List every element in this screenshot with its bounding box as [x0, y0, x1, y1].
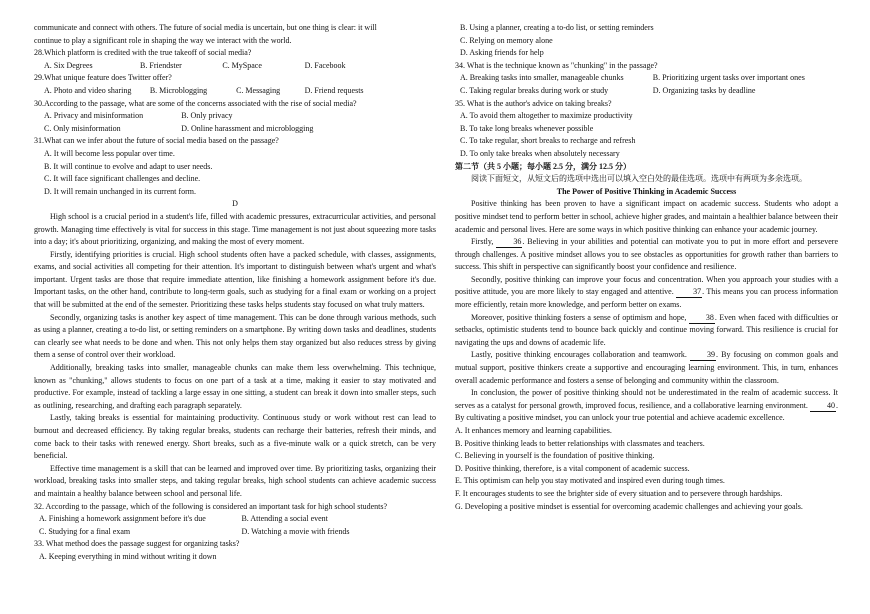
option-b[interactable]: B. Only privacy [181, 111, 233, 121]
paragraph: Positive thinking has been proven to have a significant impact on academic success. Students who adopt a positive mindset tend to perform better in school, achieve higher grades, and maintain a healthier balance between their academic and personal lives. Here are some ways in which positive thinking can enhance your academic journey. [455, 199, 838, 234]
text-run: Secondly, positive thinking can improve your focus and concentration. When you approach your studies with a positive attitude, you are more likely to stay engaged and attentive. [455, 274, 838, 297]
text-run: . Believing in your abilities and potential can motivate you to put in more effort and persevere through challenges. A positive mindset allows you to see obstacles as opportunities for growth rather than barriers to success. This shift in perspective can significantly boost your confidence and resilience. [455, 237, 839, 272]
option-b[interactable]: B. Positive thinking leads to better relationships with classmates and teachers. [455, 438, 705, 448]
option-c[interactable]: C. It will face significant challenges and decline. [44, 174, 201, 184]
option-c[interactable]: C. Messaging [236, 85, 281, 95]
section-instruction: 阅读下面短文，从短文后的选项中选出可以填入空白处的最佳选项。选项中有两项为多余选项。 [471, 174, 807, 184]
text-run: Lastly, positive thinking encourages collaboration and teamwork. [471, 350, 687, 360]
option-g[interactable]: G. Developing a positive mindset is essential for overcoming academic challenges and achieving your goals. [455, 501, 803, 511]
paragraph: Firstly, identifying priorities is crucial. High school students often have a packed schedule, with classes, assignments, exams, and social activities all competing for their attention. It's important to distinguish between what's urgent and what's important. Urgent tasks are those that require immediate attention, like finishing a homework assignment before it's due. Important tasks, on the other hand, contribute to long-term goals, such as studying for a final exam or working on a project that will be submitted at the end of the semester. Prioritizing these tasks helps students stay focused on what truly matters. [34, 249, 436, 310]
question-34 [455, 60, 838, 98]
option-b[interactable]: B. Microblogging [149, 85, 208, 95]
passage-title: The Power of Positive Thinking in Academic Success [556, 186, 737, 196]
blank-37[interactable]: 37 [676, 287, 702, 298]
option-a[interactable]: A. It enhances memory and learning capabilities. [455, 426, 612, 435]
text-run: . This means you can process information more efficiently, retain more knowledge, and perform better on exams. [455, 287, 839, 310]
question-stem: 30.According to the passage, what are some of the concerns associated with the rise of social media? [34, 98, 357, 108]
option-b[interactable]: B. It will continue to evolve and adapt to user needs. [44, 161, 213, 171]
text-line: continue to play a significant role in shaping the way we interact with the world. [34, 35, 292, 45]
option-c[interactable]: C. Only misinformation [44, 123, 121, 133]
paragraph: High school is a crucial period in a student's life, filled with academic pressures, extracurricular activities, and personal growth. Managing time effectively is vital for success in this stage. Time management is not just about squeezing more tasks into a day; it's about prioritizing, organizing, and making the most of every moment. [34, 211, 436, 247]
option-d[interactable]: D. To only take breaks when absolutely necessary [460, 148, 620, 158]
question-30 [34, 98, 436, 136]
passage-d [34, 211, 436, 501]
option-d[interactable]: D. It will remain unchanged in its current form. [44, 186, 196, 196]
paragraph [455, 274, 838, 312]
text-run: . Even when faced with difficulties or setbacks, optimistic students tend to bounce back quickly and continue moving forward. This resilience is crucial for navigating the ups and downs of academic life. [455, 312, 839, 347]
option-d[interactable]: D. Asking friends for help [460, 48, 544, 58]
option-d[interactable]: D. Positive thinking, therefore, is a vital component of academic success. [455, 463, 690, 473]
blank-39[interactable]: 39 [690, 350, 716, 361]
question-29 [34, 72, 436, 97]
text-run: . By focusing on common goals and mutual support, positive thinkers create a supportive and encouraging learning environment. This, in turn, enhances overall academic performance and fosters a sense of belonging and community within the classroom. [455, 350, 839, 385]
option-a[interactable]: A. Privacy and misinformation [44, 111, 144, 121]
intro-text [34, 22, 436, 47]
question-33 [34, 538, 436, 563]
question-33-continued [455, 22, 838, 60]
paragraph [455, 312, 838, 350]
text-line: communicate and connect with others. The future of social media is uncertain, but one thing is clear: it will [34, 23, 377, 32]
paragraph: Secondly, organizing tasks is another key aspect of time management. This can be done through various methods, such as using a planner, creating a to-do list, or setting reminders on a smartphone. By writing down tasks and deadlines, students can clearly see what needs to be done and when. This not only helps them stay organized but also reduces stress by giving them a sense of control over their workload. [34, 312, 436, 360]
option-a[interactable]: A. Finishing a homework assignment before it's due [39, 514, 206, 524]
paragraph: Lastly, taking breaks is essential for maintaining productivity. Continuous study or work without rest can lead to burnout and decreased efficiency. By taking regular breaks, students can recharge their batteries, refresh their minds, and come back to their tasks with renewed energy. Short breaks, such as a five-minute walk or a quick stretch, can be very beneficial. [34, 413, 436, 461]
blank-36[interactable]: 36 [496, 237, 522, 248]
text-run: Moreover, positive thinking fosters a sense of optimism and hope, [471, 312, 687, 322]
blank-38[interactable]: 38 [689, 313, 715, 324]
text-run: Firstly, [471, 237, 494, 247]
question-stem: 32. According to the passage, which of the following is considered an important task for high school students? [34, 501, 388, 511]
question-35 [455, 98, 838, 161]
option-b[interactable]: B. Prioritizing urgent tasks over important ones [652, 73, 805, 83]
section-letter: D [232, 199, 238, 209]
paragraph [455, 387, 838, 425]
option-f[interactable]: F. It encourages students to see the brighter side of every situation and to persevere through hardships. [455, 488, 783, 498]
option-a[interactable]: A. Photo and video sharing [44, 85, 132, 95]
option-c[interactable]: C. Relying on memory alone [460, 35, 553, 45]
question-28 [34, 47, 436, 72]
option-c[interactable]: C. MySpace [222, 60, 262, 70]
option-a[interactable]: A. Six Degrees [44, 60, 93, 70]
question-32 [34, 501, 436, 539]
question-stem: 34. What is the technique known as "chunking" in the passage? [455, 60, 658, 70]
option-a[interactable]: A. Keeping everything in mind without writing it down [39, 551, 217, 561]
option-d[interactable]: D. Facebook [304, 60, 346, 70]
option-c[interactable]: C. Taking regular breaks during work or study [460, 85, 609, 95]
left-column [34, 22, 436, 564]
option-e[interactable]: E. This optimism can help you stay motivated and inspired even during tough times. [455, 476, 725, 486]
option-a[interactable]: A. It will become less popular over time. [44, 148, 175, 158]
paragraph: Effective time management is a skill that can be learned and improved over time. By prioritizing tasks, organizing their workload, breaking tasks into smaller steps, and taking regular breaks, high school students can achieve academic success and maintain a healthy balance between school and personal life. [34, 463, 436, 498]
section-heading: 第二节（共 5 小题；每小题 2.5 分，满分 12.5 分） [455, 161, 631, 171]
blank-40[interactable]: 40 [810, 401, 836, 412]
option-b[interactable]: B. Attending a social event [241, 514, 328, 524]
option-b[interactable]: B. Using a planner, creating a to-do list, or setting reminders [460, 23, 654, 32]
option-b[interactable]: B. To take long breaks whenever possible [460, 123, 594, 133]
question-stem: 29.What unique feature does Twitter offer? [34, 73, 172, 83]
option-d[interactable]: D. Watching a movie with friends [241, 526, 350, 536]
answer-options [455, 425, 838, 513]
option-d[interactable]: D. Online harassment and microblogging [181, 123, 314, 133]
question-stem: 28.Which platform is credited with the true takeoff of social media? [34, 48, 252, 58]
right-column [455, 22, 838, 513]
question-stem: 35. What is the author's advice on taking breaks? [455, 98, 612, 108]
option-c[interactable]: C. Studying for a final exam [39, 526, 131, 536]
paragraph: Additionally, breaking tasks into smaller, manageable chunks can make them less overwhelming. This technique, known as "chunking," allows students to focus on one part of a task at a time, making it easier to stay motivated and productive. For example, instead of tackling a large essay in one sitting, a student can break it down into smaller steps, such as outlining, researching, and drafting each paragraph separately. [34, 363, 436, 410]
question-stem: 33. What method does the passage suggest for organizing tasks? [34, 539, 240, 549]
option-c[interactable]: C. Believing in yourself is the foundation of positive thinking. [455, 451, 655, 461]
text-run: . By cultivating a positive mindset, you can unlock your true potential and achieve academic excellence. [455, 400, 839, 423]
option-c[interactable]: C. To take regular, short breaks to recharge and refresh [460, 136, 636, 146]
option-b[interactable]: B. Friendster [140, 60, 182, 70]
paragraph [455, 236, 838, 274]
option-d[interactable]: D. Friend requests [304, 85, 364, 95]
option-a[interactable]: A. To avoid them altogether to maximize productivity [460, 111, 633, 121]
question-stem: 31.What can we infer about the future of social media based on the passage? [34, 136, 279, 146]
text-run: In conclusion, the power of positive thinking should not be underestimated in the realm of academic success. It serves as a catalyst for personal growth, improved focus, resilience, and a collaborative learning environment. [455, 388, 838, 410]
option-d[interactable]: D. Organizing tasks by deadline [652, 85, 756, 95]
option-a[interactable]: A. Breaking tasks into smaller, manageable chunks [460, 73, 624, 83]
paragraph [455, 349, 838, 387]
question-31 [34, 135, 436, 198]
